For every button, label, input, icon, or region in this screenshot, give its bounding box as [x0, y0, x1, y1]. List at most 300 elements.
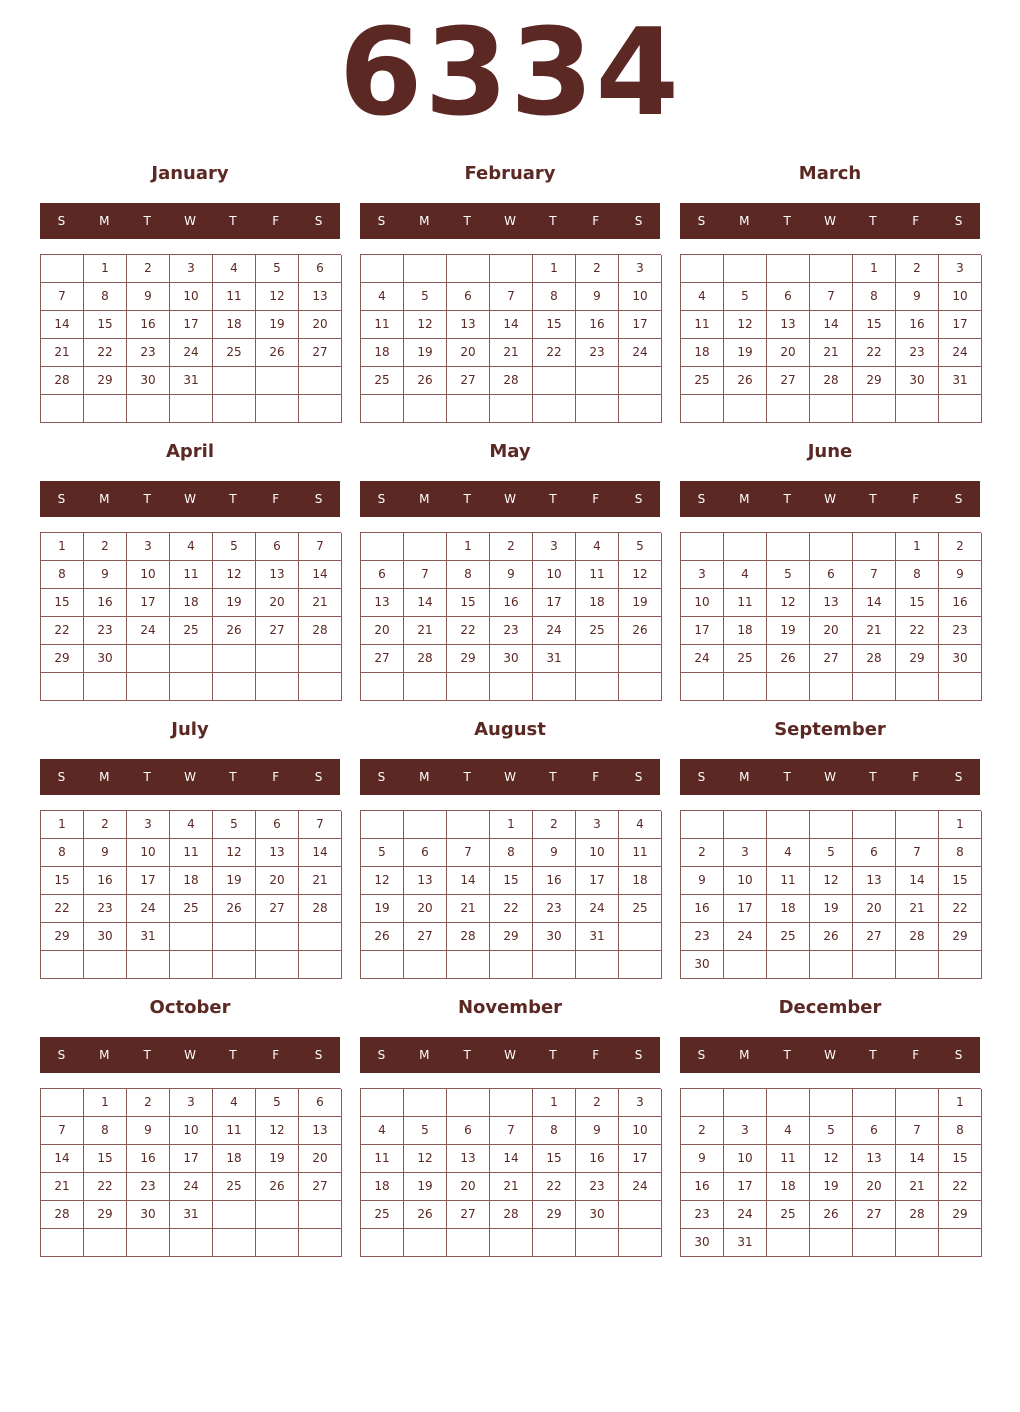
day-cell[interactable]: 1 — [939, 811, 982, 839]
day-cell[interactable]: 27 — [447, 367, 490, 395]
day-cell[interactable]: 30 — [490, 645, 533, 673]
day-cell[interactable]: 11 — [361, 311, 404, 339]
day-cell[interactable]: 20 — [299, 311, 342, 339]
day-cell[interactable]: 6 — [256, 533, 299, 561]
day-cell[interactable]: 6 — [299, 1089, 342, 1117]
day-cell[interactable]: 12 — [213, 561, 256, 589]
day-cell[interactable]: 24 — [533, 617, 576, 645]
day-cell[interactable]: 9 — [681, 1145, 724, 1173]
day-cell[interactable]: 22 — [533, 1173, 576, 1201]
day-cell[interactable]: 5 — [810, 1117, 853, 1145]
day-cell[interactable]: 27 — [853, 923, 896, 951]
day-cell[interactable]: 3 — [170, 1089, 213, 1117]
day-cell[interactable]: 27 — [256, 617, 299, 645]
day-cell[interactable]: 11 — [619, 839, 662, 867]
day-cell[interactable]: 18 — [681, 339, 724, 367]
day-cell[interactable]: 24 — [724, 1201, 767, 1229]
day-cell[interactable]: 4 — [681, 283, 724, 311]
day-cell[interactable]: 11 — [681, 311, 724, 339]
day-cell[interactable]: 25 — [681, 367, 724, 395]
day-cell[interactable]: 29 — [533, 1201, 576, 1229]
day-cell[interactable]: 23 — [681, 1201, 724, 1229]
day-cell[interactable]: 5 — [619, 533, 662, 561]
day-cell[interactable]: 2 — [84, 533, 127, 561]
day-cell[interactable]: 22 — [41, 617, 84, 645]
day-cell[interactable]: 14 — [490, 1145, 533, 1173]
day-cell[interactable]: 18 — [213, 1145, 256, 1173]
day-cell[interactable]: 23 — [127, 1173, 170, 1201]
day-cell[interactable]: 4 — [213, 255, 256, 283]
day-cell[interactable]: 6 — [447, 283, 490, 311]
day-cell[interactable]: 2 — [681, 839, 724, 867]
day-cell[interactable]: 31 — [127, 923, 170, 951]
day-cell[interactable]: 23 — [576, 1173, 619, 1201]
day-cell[interactable]: 20 — [361, 617, 404, 645]
day-cell[interactable]: 5 — [213, 811, 256, 839]
day-cell[interactable]: 12 — [256, 1117, 299, 1145]
day-cell[interactable]: 25 — [767, 1201, 810, 1229]
day-cell[interactable]: 8 — [447, 561, 490, 589]
day-cell[interactable]: 25 — [361, 367, 404, 395]
day-cell[interactable]: 18 — [767, 895, 810, 923]
day-cell[interactable]: 20 — [256, 867, 299, 895]
day-cell[interactable]: 23 — [896, 339, 939, 367]
day-cell[interactable]: 15 — [84, 1145, 127, 1173]
day-cell[interactable]: 24 — [939, 339, 982, 367]
day-cell[interactable]: 18 — [170, 867, 213, 895]
day-cell[interactable]: 28 — [490, 1201, 533, 1229]
day-cell[interactable]: 25 — [576, 617, 619, 645]
day-cell[interactable]: 21 — [41, 1173, 84, 1201]
day-cell[interactable]: 29 — [41, 923, 84, 951]
day-cell[interactable]: 28 — [41, 367, 84, 395]
day-cell[interactable]: 22 — [490, 895, 533, 923]
day-cell[interactable]: 7 — [299, 533, 342, 561]
day-cell[interactable]: 30 — [127, 1201, 170, 1229]
day-cell[interactable]: 29 — [490, 923, 533, 951]
day-cell[interactable]: 2 — [84, 811, 127, 839]
day-cell[interactable]: 2 — [939, 533, 982, 561]
day-cell[interactable]: 2 — [490, 533, 533, 561]
day-cell[interactable]: 25 — [170, 895, 213, 923]
day-cell[interactable]: 23 — [939, 617, 982, 645]
day-cell[interactable]: 17 — [127, 589, 170, 617]
day-cell[interactable]: 19 — [256, 311, 299, 339]
day-cell[interactable]: 14 — [299, 561, 342, 589]
day-cell[interactable]: 19 — [767, 617, 810, 645]
day-cell[interactable]: 27 — [853, 1201, 896, 1229]
day-cell[interactable]: 21 — [490, 339, 533, 367]
day-cell[interactable]: 16 — [576, 311, 619, 339]
day-cell[interactable]: 4 — [361, 1117, 404, 1145]
day-cell[interactable]: 22 — [41, 895, 84, 923]
day-cell[interactable]: 19 — [256, 1145, 299, 1173]
day-cell[interactable]: 23 — [576, 339, 619, 367]
day-cell[interactable]: 14 — [490, 311, 533, 339]
day-cell[interactable]: 12 — [724, 311, 767, 339]
day-cell[interactable]: 3 — [619, 255, 662, 283]
day-cell[interactable]: 30 — [681, 951, 724, 979]
day-cell[interactable]: 1 — [896, 533, 939, 561]
day-cell[interactable]: 31 — [533, 645, 576, 673]
day-cell[interactable]: 2 — [576, 255, 619, 283]
day-cell[interactable]: 16 — [681, 895, 724, 923]
day-cell[interactable]: 30 — [576, 1201, 619, 1229]
day-cell[interactable]: 22 — [939, 1173, 982, 1201]
day-cell[interactable]: 17 — [127, 867, 170, 895]
day-cell[interactable]: 30 — [939, 645, 982, 673]
day-cell[interactable]: 5 — [404, 283, 447, 311]
day-cell[interactable]: 23 — [490, 617, 533, 645]
day-cell[interactable]: 1 — [447, 533, 490, 561]
day-cell[interactable]: 29 — [41, 645, 84, 673]
day-cell[interactable]: 11 — [724, 589, 767, 617]
day-cell[interactable]: 16 — [127, 311, 170, 339]
day-cell[interactable]: 29 — [896, 645, 939, 673]
day-cell[interactable]: 5 — [213, 533, 256, 561]
day-cell[interactable]: 19 — [619, 589, 662, 617]
day-cell[interactable]: 26 — [256, 339, 299, 367]
day-cell[interactable]: 3 — [576, 811, 619, 839]
day-cell[interactable]: 9 — [939, 561, 982, 589]
day-cell[interactable]: 24 — [576, 895, 619, 923]
day-cell[interactable]: 15 — [853, 311, 896, 339]
day-cell[interactable]: 27 — [256, 895, 299, 923]
day-cell[interactable]: 16 — [490, 589, 533, 617]
day-cell[interactable]: 27 — [299, 1173, 342, 1201]
day-cell[interactable]: 4 — [619, 811, 662, 839]
day-cell[interactable]: 25 — [619, 895, 662, 923]
day-cell[interactable]: 28 — [41, 1201, 84, 1229]
day-cell[interactable]: 18 — [767, 1173, 810, 1201]
day-cell[interactable]: 4 — [213, 1089, 256, 1117]
day-cell[interactable]: 17 — [724, 1173, 767, 1201]
day-cell[interactable]: 29 — [84, 1201, 127, 1229]
day-cell[interactable]: 28 — [810, 367, 853, 395]
day-cell[interactable]: 25 — [767, 923, 810, 951]
day-cell[interactable]: 24 — [170, 1173, 213, 1201]
day-cell[interactable]: 8 — [939, 1117, 982, 1145]
day-cell[interactable]: 7 — [447, 839, 490, 867]
day-cell[interactable]: 3 — [127, 811, 170, 839]
day-cell[interactable]: 24 — [724, 923, 767, 951]
day-cell[interactable]: 14 — [810, 311, 853, 339]
day-cell[interactable]: 11 — [170, 561, 213, 589]
day-cell[interactable]: 18 — [619, 867, 662, 895]
day-cell[interactable]: 13 — [447, 311, 490, 339]
day-cell[interactable]: 21 — [299, 589, 342, 617]
day-cell[interactable]: 24 — [681, 645, 724, 673]
day-cell[interactable]: 5 — [767, 561, 810, 589]
day-cell[interactable]: 18 — [361, 339, 404, 367]
day-cell[interactable]: 27 — [447, 1201, 490, 1229]
day-cell[interactable]: 20 — [447, 339, 490, 367]
day-cell[interactable]: 8 — [490, 839, 533, 867]
day-cell[interactable]: 14 — [896, 1145, 939, 1173]
day-cell[interactable]: 26 — [619, 617, 662, 645]
day-cell[interactable]: 16 — [533, 867, 576, 895]
day-cell[interactable]: 10 — [533, 561, 576, 589]
day-cell[interactable]: 21 — [896, 895, 939, 923]
day-cell[interactable]: 1 — [41, 533, 84, 561]
day-cell[interactable]: 28 — [404, 645, 447, 673]
day-cell[interactable]: 16 — [896, 311, 939, 339]
day-cell[interactable]: 22 — [447, 617, 490, 645]
day-cell[interactable]: 20 — [404, 895, 447, 923]
day-cell[interactable]: 23 — [533, 895, 576, 923]
day-cell[interactable]: 23 — [127, 339, 170, 367]
day-cell[interactable]: 17 — [576, 867, 619, 895]
day-cell[interactable]: 20 — [853, 1173, 896, 1201]
day-cell[interactable]: 22 — [896, 617, 939, 645]
day-cell[interactable]: 11 — [361, 1145, 404, 1173]
day-cell[interactable]: 22 — [853, 339, 896, 367]
day-cell[interactable]: 3 — [681, 561, 724, 589]
day-cell[interactable]: 11 — [170, 839, 213, 867]
day-cell[interactable]: 22 — [939, 895, 982, 923]
day-cell[interactable]: 30 — [84, 923, 127, 951]
day-cell[interactable]: 21 — [299, 867, 342, 895]
day-cell[interactable]: 31 — [170, 367, 213, 395]
day-cell[interactable]: 9 — [681, 867, 724, 895]
day-cell[interactable]: 15 — [939, 1145, 982, 1173]
day-cell[interactable]: 12 — [404, 311, 447, 339]
day-cell[interactable]: 1 — [533, 1089, 576, 1117]
day-cell[interactable]: 24 — [619, 339, 662, 367]
day-cell[interactable]: 16 — [939, 589, 982, 617]
day-cell[interactable]: 12 — [767, 589, 810, 617]
day-cell[interactable]: 25 — [724, 645, 767, 673]
day-cell[interactable]: 12 — [404, 1145, 447, 1173]
day-cell[interactable]: 18 — [361, 1173, 404, 1201]
day-cell[interactable]: 29 — [84, 367, 127, 395]
day-cell[interactable]: 18 — [576, 589, 619, 617]
day-cell[interactable]: 3 — [533, 533, 576, 561]
day-cell[interactable]: 17 — [533, 589, 576, 617]
day-cell[interactable]: 26 — [213, 617, 256, 645]
day-cell[interactable]: 13 — [853, 867, 896, 895]
day-cell[interactable]: 13 — [256, 561, 299, 589]
day-cell[interactable]: 15 — [447, 589, 490, 617]
day-cell[interactable]: 4 — [767, 839, 810, 867]
day-cell[interactable]: 25 — [213, 1173, 256, 1201]
day-cell[interactable]: 17 — [724, 895, 767, 923]
day-cell[interactable]: 4 — [170, 533, 213, 561]
day-cell[interactable]: 10 — [170, 283, 213, 311]
day-cell[interactable]: 6 — [256, 811, 299, 839]
day-cell[interactable]: 8 — [84, 1117, 127, 1145]
day-cell[interactable]: 21 — [810, 339, 853, 367]
day-cell[interactable]: 30 — [896, 367, 939, 395]
day-cell[interactable]: 12 — [361, 867, 404, 895]
day-cell[interactable]: 19 — [213, 867, 256, 895]
day-cell[interactable]: 2 — [533, 811, 576, 839]
day-cell[interactable]: 29 — [853, 367, 896, 395]
day-cell[interactable]: 7 — [299, 811, 342, 839]
day-cell[interactable]: 14 — [853, 589, 896, 617]
day-cell[interactable]: 28 — [447, 923, 490, 951]
day-cell[interactable]: 10 — [170, 1117, 213, 1145]
day-cell[interactable]: 26 — [404, 1201, 447, 1229]
day-cell[interactable]: 21 — [41, 339, 84, 367]
day-cell[interactable]: 23 — [84, 895, 127, 923]
day-cell[interactable]: 21 — [404, 617, 447, 645]
day-cell[interactable]: 10 — [724, 1145, 767, 1173]
day-cell[interactable]: 26 — [213, 895, 256, 923]
day-cell[interactable]: 4 — [724, 561, 767, 589]
day-cell[interactable]: 1 — [490, 811, 533, 839]
day-cell[interactable]: 13 — [447, 1145, 490, 1173]
day-cell[interactable]: 12 — [619, 561, 662, 589]
day-cell[interactable]: 10 — [619, 283, 662, 311]
day-cell[interactable]: 26 — [361, 923, 404, 951]
day-cell[interactable]: 4 — [576, 533, 619, 561]
day-cell[interactable]: 13 — [853, 1145, 896, 1173]
day-cell[interactable]: 13 — [810, 589, 853, 617]
day-cell[interactable]: 7 — [41, 283, 84, 311]
day-cell[interactable]: 24 — [127, 617, 170, 645]
day-cell[interactable]: 29 — [939, 1201, 982, 1229]
day-cell[interactable]: 10 — [576, 839, 619, 867]
day-cell[interactable]: 3 — [127, 533, 170, 561]
day-cell[interactable]: 13 — [299, 1117, 342, 1145]
day-cell[interactable]: 19 — [810, 1173, 853, 1201]
day-cell[interactable]: 2 — [127, 255, 170, 283]
day-cell[interactable]: 1 — [41, 811, 84, 839]
day-cell[interactable]: 17 — [619, 311, 662, 339]
day-cell[interactable]: 3 — [619, 1089, 662, 1117]
day-cell[interactable]: 1 — [84, 255, 127, 283]
day-cell[interactable]: 7 — [896, 839, 939, 867]
day-cell[interactable]: 16 — [84, 589, 127, 617]
day-cell[interactable]: 10 — [619, 1117, 662, 1145]
day-cell[interactable]: 17 — [619, 1145, 662, 1173]
day-cell[interactable]: 22 — [533, 339, 576, 367]
day-cell[interactable]: 25 — [213, 339, 256, 367]
day-cell[interactable]: 27 — [404, 923, 447, 951]
day-cell[interactable]: 20 — [810, 617, 853, 645]
day-cell[interactable]: 26 — [256, 1173, 299, 1201]
day-cell[interactable]: 17 — [170, 311, 213, 339]
day-cell[interactable]: 31 — [724, 1229, 767, 1257]
day-cell[interactable]: 14 — [41, 1145, 84, 1173]
day-cell[interactable]: 4 — [361, 283, 404, 311]
day-cell[interactable]: 7 — [896, 1117, 939, 1145]
day-cell[interactable]: 7 — [404, 561, 447, 589]
day-cell[interactable]: 28 — [299, 617, 342, 645]
day-cell[interactable]: 9 — [84, 839, 127, 867]
day-cell[interactable]: 2 — [127, 1089, 170, 1117]
day-cell[interactable]: 19 — [404, 1173, 447, 1201]
day-cell[interactable]: 30 — [681, 1229, 724, 1257]
day-cell[interactable]: 19 — [361, 895, 404, 923]
day-cell[interactable]: 13 — [361, 589, 404, 617]
day-cell[interactable]: 8 — [533, 1117, 576, 1145]
day-cell[interactable]: 11 — [767, 1145, 810, 1173]
day-cell[interactable]: 8 — [84, 283, 127, 311]
day-cell[interactable]: 16 — [84, 867, 127, 895]
day-cell[interactable]: 16 — [127, 1145, 170, 1173]
day-cell[interactable]: 6 — [767, 283, 810, 311]
day-cell[interactable]: 19 — [724, 339, 767, 367]
day-cell[interactable]: 11 — [213, 1117, 256, 1145]
day-cell[interactable]: 28 — [896, 1201, 939, 1229]
day-cell[interactable]: 7 — [490, 1117, 533, 1145]
day-cell[interactable]: 3 — [170, 255, 213, 283]
day-cell[interactable]: 5 — [404, 1117, 447, 1145]
day-cell[interactable]: 15 — [896, 589, 939, 617]
day-cell[interactable]: 28 — [896, 923, 939, 951]
day-cell[interactable]: 25 — [361, 1201, 404, 1229]
day-cell[interactable]: 10 — [127, 839, 170, 867]
day-cell[interactable]: 15 — [41, 867, 84, 895]
day-cell[interactable]: 29 — [939, 923, 982, 951]
day-cell[interactable]: 30 — [127, 367, 170, 395]
day-cell[interactable]: 8 — [939, 839, 982, 867]
day-cell[interactable]: 27 — [810, 645, 853, 673]
day-cell[interactable]: 3 — [724, 839, 767, 867]
day-cell[interactable]: 27 — [299, 339, 342, 367]
day-cell[interactable]: 9 — [84, 561, 127, 589]
day-cell[interactable]: 9 — [533, 839, 576, 867]
day-cell[interactable]: 11 — [767, 867, 810, 895]
day-cell[interactable]: 1 — [939, 1089, 982, 1117]
day-cell[interactable]: 29 — [447, 645, 490, 673]
day-cell[interactable]: 31 — [170, 1201, 213, 1229]
day-cell[interactable]: 31 — [939, 367, 982, 395]
day-cell[interactable]: 9 — [576, 283, 619, 311]
day-cell[interactable]: 30 — [533, 923, 576, 951]
day-cell[interactable]: 10 — [724, 867, 767, 895]
day-cell[interactable]: 18 — [213, 311, 256, 339]
day-cell[interactable]: 4 — [767, 1117, 810, 1145]
day-cell[interactable]: 14 — [41, 311, 84, 339]
day-cell[interactable]: 3 — [724, 1117, 767, 1145]
day-cell[interactable]: 12 — [256, 283, 299, 311]
day-cell[interactable]: 14 — [299, 839, 342, 867]
day-cell[interactable]: 14 — [404, 589, 447, 617]
day-cell[interactable]: 7 — [41, 1117, 84, 1145]
day-cell[interactable]: 12 — [810, 867, 853, 895]
day-cell[interactable]: 8 — [41, 561, 84, 589]
day-cell[interactable]: 9 — [490, 561, 533, 589]
day-cell[interactable]: 21 — [896, 1173, 939, 1201]
day-cell[interactable]: 31 — [576, 923, 619, 951]
day-cell[interactable]: 6 — [810, 561, 853, 589]
day-cell[interactable]: 16 — [576, 1145, 619, 1173]
day-cell[interactable]: 5 — [256, 255, 299, 283]
day-cell[interactable]: 9 — [127, 283, 170, 311]
day-cell[interactable]: 15 — [41, 589, 84, 617]
day-cell[interactable]: 5 — [810, 839, 853, 867]
day-cell[interactable]: 12 — [213, 839, 256, 867]
day-cell[interactable]: 24 — [170, 339, 213, 367]
day-cell[interactable]: 10 — [939, 283, 982, 311]
day-cell[interactable]: 25 — [170, 617, 213, 645]
day-cell[interactable]: 21 — [490, 1173, 533, 1201]
day-cell[interactable]: 15 — [533, 1145, 576, 1173]
day-cell[interactable]: 13 — [256, 839, 299, 867]
day-cell[interactable]: 8 — [896, 561, 939, 589]
day-cell[interactable]: 17 — [170, 1145, 213, 1173]
day-cell[interactable]: 6 — [853, 1117, 896, 1145]
day-cell[interactable]: 3 — [939, 255, 982, 283]
day-cell[interactable]: 12 — [810, 1145, 853, 1173]
day-cell[interactable]: 14 — [447, 867, 490, 895]
day-cell[interactable]: 8 — [853, 283, 896, 311]
day-cell[interactable]: 18 — [724, 617, 767, 645]
day-cell[interactable]: 15 — [490, 867, 533, 895]
